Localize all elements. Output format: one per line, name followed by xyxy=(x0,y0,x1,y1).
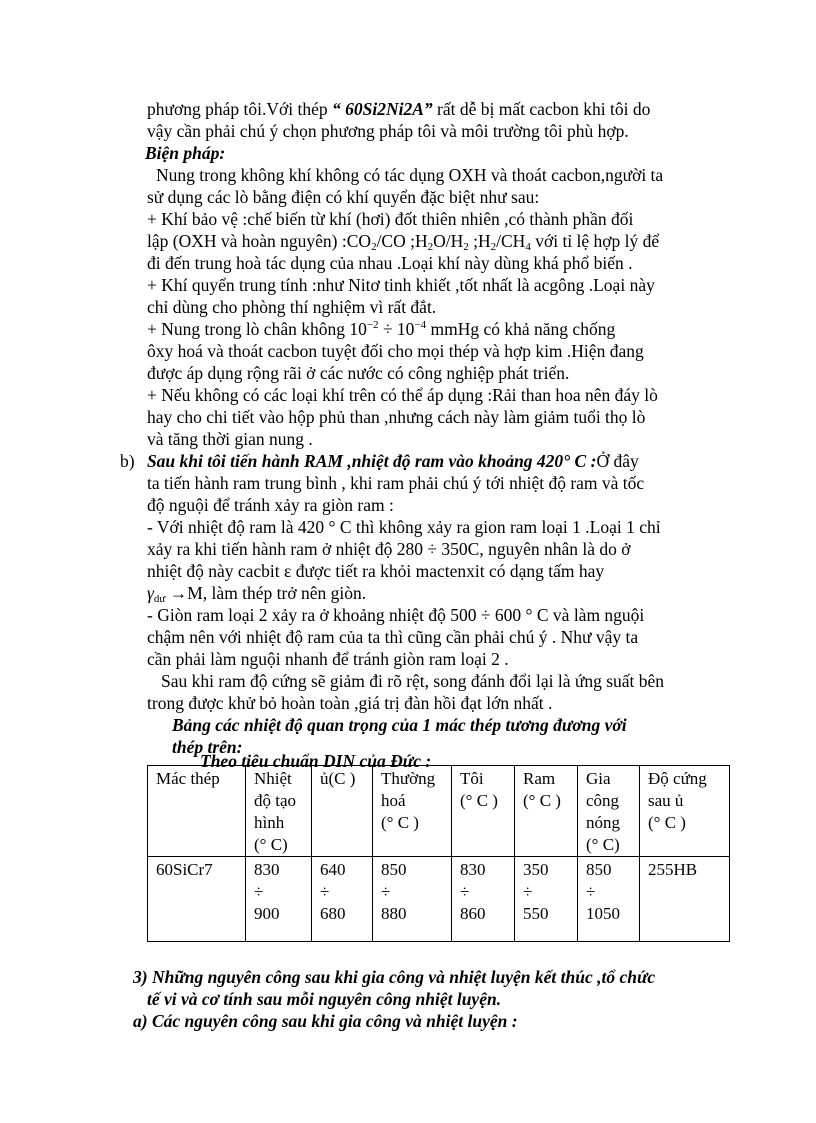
text-line: - Với nhiệt độ ram là 420 ° C thì không xảy ra gion ram loại 1 .Loại 1 chỉ xyxy=(147,517,661,537)
table-cell xyxy=(515,857,578,942)
subscript: 2 xyxy=(463,241,469,253)
text-line: chậm nên với nhiệt độ ram của ta thì cũng cần phải chú ý . Như vậy ta xyxy=(147,627,639,647)
header-cell xyxy=(452,766,515,857)
cell-text-line: 680 xyxy=(320,904,346,923)
table-cell xyxy=(312,857,373,942)
cell-text-line: hình xyxy=(254,813,285,832)
text-line: trong được khử bỏ hoàn toàn ,giá trị đàn hồi đạt lớn nhất . xyxy=(147,693,553,713)
text-span: /CO ;H xyxy=(376,231,428,251)
text-span: Ở đây xyxy=(596,451,639,471)
text-line xyxy=(147,318,615,340)
cell-text-line: ÷ xyxy=(254,882,264,901)
text-span: O/H xyxy=(433,231,464,251)
cell-text-line: hoá xyxy=(381,791,406,810)
cell-text-line: Nhiệt xyxy=(254,769,292,788)
text-line: đi đến trung hoà tác dụng của nhau .Loại khí này dùng khá phổ biến . xyxy=(147,253,633,273)
cell-text-line: Mác thép xyxy=(156,769,220,788)
text-span: ;H xyxy=(468,231,491,251)
subscript: 2 xyxy=(490,241,497,253)
header-cell xyxy=(246,766,312,857)
text-span: /CH xyxy=(496,231,526,251)
text-line: + Khí quyển trung tính :như Nitơ tinh khiết ,tốt nhất là acgông .Loại này xyxy=(147,275,655,295)
cell-text-line: Thường xyxy=(381,769,436,788)
text-span: ÷ 10 xyxy=(378,319,415,339)
steel-grade: “ 60Si2Ni2A” xyxy=(332,99,433,119)
text-line: được áp dụng rộng rãi ở các nước có công nghiệp phát triển. xyxy=(147,363,570,383)
subscript: 4 xyxy=(525,241,531,253)
cell-text-line: Tôi xyxy=(460,769,484,788)
text-line: - Giòn ram loại 2 xảy ra ở khoảng nhiệt độ 500 ÷ 600 ° C và làm nguội xyxy=(147,605,645,625)
cell-text-line: công xyxy=(586,791,620,810)
cell-text-line: 60SiCr7 xyxy=(156,860,213,879)
cell-text-line: (° C) xyxy=(254,835,288,854)
header-cell xyxy=(148,766,246,857)
din-temperature-table xyxy=(147,765,730,942)
header-cell xyxy=(312,766,373,857)
cell-text-line: 550 xyxy=(523,904,549,923)
text-span: + Nung trong lò chân không 10 xyxy=(147,319,367,339)
table-cell xyxy=(148,857,246,942)
table-cell xyxy=(452,857,515,942)
text-span: →M, làm thép trở nên giòn. xyxy=(165,583,367,603)
text-line: vậy cần phải chú ý chọn phương pháp tôi và môi trường tôi phù hợp. xyxy=(147,121,629,141)
cell-text-line: nóng xyxy=(586,813,620,832)
section-heading: 3) Những nguyên công sau khi gia công và nhiệt luyện kết thúc ,tổ chức xyxy=(133,967,656,987)
cell-text-line: 850 xyxy=(381,860,407,879)
text-line xyxy=(147,582,366,604)
text-line: ôxy hoá và thoát cacbon tuyệt đối cho mọi thép và hợp kim .Hiện đang xyxy=(147,341,644,361)
text-line: Sau khi ram độ cứng sẽ giảm đi rõ rệt, song đánh đổi lại là ứng suất bên xyxy=(161,671,665,691)
cell-text-line: 1050 xyxy=(586,904,620,923)
text-span: với tỉ lệ hợp lý để xyxy=(530,231,660,251)
table-caption: thép trên: xyxy=(172,737,243,757)
cell-text-line: 880 xyxy=(381,904,407,923)
cell-text-line: 900 xyxy=(254,904,280,923)
text-line: + Khí bảo vệ :chế biến từ khí (hơi) đốt thiên nhiên ,có thành phần đối xyxy=(147,209,634,229)
cell-text-line: ÷ xyxy=(381,882,391,901)
text-line: xảy ra khi tiến hành ram ở nhiệt độ 280 ÷ 350C, nguyên nhân là do ở xyxy=(147,539,631,559)
cell-text-line: (° C ) xyxy=(523,791,561,810)
cell-text-line: Độ cứng xyxy=(648,769,707,788)
superscript: −4 xyxy=(414,319,427,331)
cell-text-line: 860 xyxy=(460,904,486,923)
cell-text-line: ủ(C ) xyxy=(320,769,356,788)
section-heading: tế vi và cơ tính sau mỗi nguyên công nhiệt luyện. xyxy=(147,989,502,1009)
cell-text-line: (° C ) xyxy=(460,791,498,810)
cell-text-line: 350 xyxy=(523,860,549,879)
table-cell xyxy=(640,857,730,942)
header-cell xyxy=(640,766,730,857)
subscript: 2 xyxy=(427,241,434,253)
table-cell xyxy=(246,857,312,942)
cell-text-line: Gia xyxy=(586,769,611,788)
cell-text-line: ÷ xyxy=(320,882,330,901)
cell-text-line: sau ủ xyxy=(648,791,684,810)
cell-text-line: 850 xyxy=(586,860,612,879)
text-line: hay cho chi tiết vào hộp phủ than ,nhưng cách này làm giảm tuổi thọ lò xyxy=(147,407,646,427)
text-line: chỉ dùng cho phòng thí nghiệm vì rất đắt. xyxy=(147,297,437,317)
text-line: + Nếu không có các loại khí trên có thể áp dụng :Rải than hoa nên đáy lò xyxy=(147,385,658,405)
table-cell xyxy=(578,857,640,942)
list-label: b) xyxy=(120,451,135,471)
table-row xyxy=(148,857,730,942)
text-span: mmHg có khả năng chống xyxy=(426,319,616,339)
header-cell xyxy=(515,766,578,857)
subscript: 2 xyxy=(371,241,377,253)
text-line: và tăng thời gian nung . xyxy=(147,429,313,449)
header-cell xyxy=(373,766,452,857)
cell-text-line: 255HB xyxy=(648,860,698,879)
cell-text-line: ÷ xyxy=(523,882,533,901)
table-caption: Bảng các nhiệt độ quan trọng của 1 mác thép tương đương với xyxy=(172,715,627,735)
text-span: phương pháp tôi.Với thép xyxy=(147,99,332,119)
subsection-heading: a) Các nguyên công sau khi gia công và nhiệt luyện : xyxy=(133,1011,518,1031)
section-heading: Biện pháp: xyxy=(145,143,226,163)
text-line: độ nguội để tránh xảy ra giòn ram : xyxy=(147,495,394,515)
cell-text-line: 830 xyxy=(460,860,486,879)
text-line: sử dụng các lò bằng điện có khí quyển đặc biệt như sau: xyxy=(147,187,540,207)
cell-text-line: 640 xyxy=(320,860,346,879)
text-span: rất dễ bị mất cacbon khi tôi do xyxy=(432,99,651,119)
gamma-symbol: γ xyxy=(147,583,154,603)
subsection-heading: Sau khi tôi tiến hành RAM ,nhiệt độ ram vào khoảng 420° C : xyxy=(146,451,597,471)
table-header-row xyxy=(148,766,730,857)
text-span: lập (OXH và hoàn nguyên) :CO xyxy=(147,231,372,251)
header-cell xyxy=(578,766,640,857)
text-line xyxy=(147,98,650,120)
text-line: cần phải làm nguội nhanh để tránh giòn ram loại 2 . xyxy=(147,649,509,669)
text-line: nhiệt độ này cacbit ε được tiết ra khỏi mactenxit có dạng tấm hay xyxy=(147,561,605,581)
text-line xyxy=(147,230,659,252)
cell-text-line: (° C ) xyxy=(648,813,686,832)
cell-text-line: độ tạo xyxy=(254,791,297,810)
table-standard-label: Theo tiêu chuẩn DIN của Đức : xyxy=(200,751,432,771)
cell-text-line: 830 xyxy=(254,860,280,879)
cell-text-line: ÷ xyxy=(586,882,596,901)
text-line: ta tiến hành ram trung bình , khi ram phải chú ý tới nhiệt độ ram và tốc xyxy=(147,473,645,493)
table-cell xyxy=(373,857,452,942)
cell-text-line: Ram xyxy=(523,769,556,788)
text-line: Nung trong không khí không có tác dụng OXH và thoát cacbon,người ta xyxy=(156,165,664,185)
cell-text-line: (° C) xyxy=(586,835,620,854)
cell-text-line: (° C ) xyxy=(381,813,419,832)
text-line xyxy=(120,450,639,472)
subscript: dư xyxy=(153,593,166,605)
superscript: −2 xyxy=(366,319,379,331)
cell-text-line: ÷ xyxy=(460,882,470,901)
